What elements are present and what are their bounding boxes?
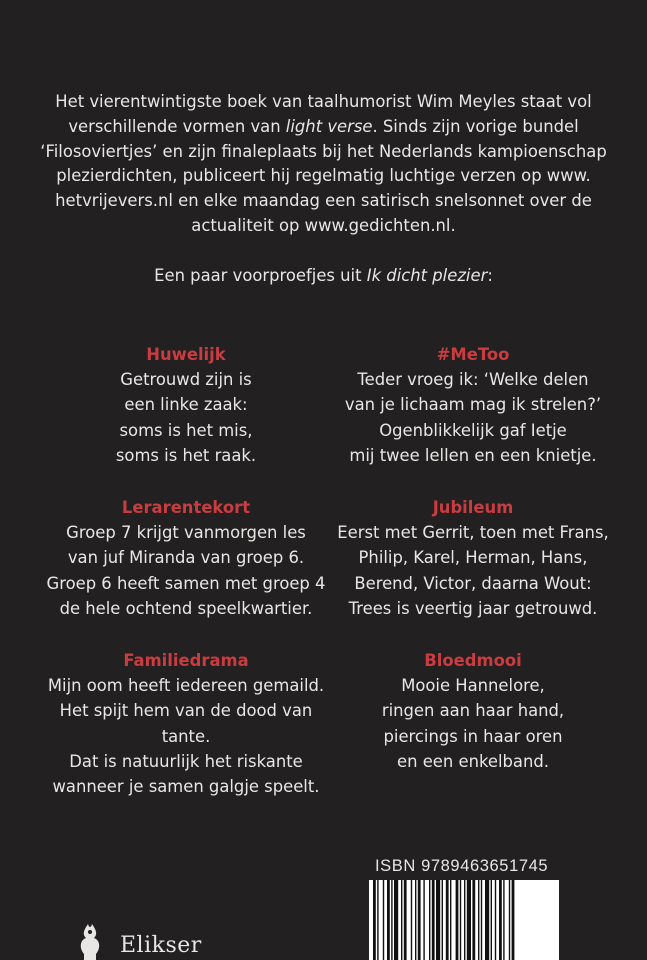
back-cover-blurb	[40, 90, 607, 289]
poem-lerarentekort	[41, 495, 331, 621]
poem-title: Lerarentekort	[121, 498, 251, 517]
barcode-bar	[401, 880, 402, 960]
barcode-bar	[415, 880, 416, 960]
barcode-bar	[450, 880, 451, 960]
barcode-bar	[411, 880, 412, 960]
poem-title: Jubileum	[432, 498, 514, 517]
barcode-bar	[456, 880, 459, 960]
poem-title: Familiedrama	[123, 651, 249, 670]
blurb-line: Het vierentwintigste boek van taalhumorist Wim Meyles staat vol	[55, 92, 592, 111]
poem-line: Philip, Karel, Herman, Hans,	[358, 548, 588, 568]
barcode-bar	[432, 880, 435, 960]
poem-jubileum	[328, 495, 618, 621]
barcode-bar	[436, 880, 440, 960]
poem-line: Het spijt hem van de dood van tante.	[59, 701, 313, 746]
barcode-bar	[467, 880, 471, 960]
poem-line: Getrouwd zijn is	[120, 370, 252, 390]
poem-line: Mijn oom heeft iedereen gemaild.	[47, 676, 325, 696]
poem-line: Teder vroeg ik: ‘Welke delen	[357, 370, 589, 390]
barcode-bar	[485, 880, 489, 960]
poem-line: mij twee lellen en een knietje.	[349, 445, 597, 465]
barcode-bar	[429, 880, 430, 960]
barcode-bar	[404, 880, 407, 960]
barcode-bar	[503, 880, 504, 960]
barcode-icon	[369, 880, 559, 960]
poem-metoo	[328, 342, 618, 468]
poem-line: de hele ochtend speelkwartier.	[59, 598, 313, 618]
poem-line: Groep 6 heeft samen met groep 4	[46, 573, 326, 593]
poem-line: Ogenblikkelijk gaf Ietje	[379, 420, 567, 440]
poem-line: wanneer je samen galgje speelt.	[52, 777, 320, 797]
barcode-bar	[472, 880, 475, 960]
barcode-bar	[478, 880, 479, 960]
barcode-bar	[509, 880, 510, 960]
poem-line: van je lichaam mag ik strelen?’	[344, 395, 602, 415]
poem-line: Dat is natuurlijk het riskante	[69, 751, 303, 771]
barcode-bar	[495, 880, 496, 960]
isbn-number: ISBN 9789463651745	[375, 857, 549, 875]
barcode-bar	[499, 880, 502, 960]
poem-familiedrama	[41, 648, 331, 799]
barcode-bar	[446, 880, 449, 960]
light-verse-term: light verse	[285, 116, 373, 136]
barcode-bar	[377, 880, 378, 960]
poem-line: van juf Miranda van groep 6.	[67, 548, 305, 568]
blurb-line: actualiteit op www.gedichten.nl.	[191, 215, 456, 235]
book-title: Ik dicht plezier	[366, 265, 488, 285]
barcode-bar	[391, 880, 392, 960]
barcode-bar	[423, 880, 424, 960]
poem-title: #MeToo	[436, 345, 510, 364]
poem-line: Trees is veertig jaar getrouwd.	[348, 598, 598, 618]
barcode-bar	[442, 880, 443, 960]
barcode-bar	[373, 880, 376, 960]
barcode-bar	[464, 880, 465, 960]
barcode-bar	[387, 880, 390, 960]
poem-bloedmooi	[328, 648, 618, 774]
poem-title: Bloedmooi	[424, 651, 522, 670]
blurb-line: plezierdichten, publiceert hij regelmatig luchtige verzen op www.	[56, 166, 591, 186]
barcode-bar	[394, 880, 398, 960]
poem-huwelijk	[41, 342, 331, 468]
poem-line: een linke zaak:	[124, 395, 248, 415]
blurb-line: hetvrijevers.nl en elke maandag een satirisch snelsonnet over de	[55, 191, 592, 211]
blurb-line: verschillende vormen van light verse. Sinds zijn vorige bundel	[68, 116, 579, 136]
publisher-name: Elikser	[120, 933, 202, 958]
poem-line: soms is het mis,	[119, 420, 253, 440]
barcode-bar	[491, 880, 492, 960]
poem-line: Eerst met Gerrit, toen met Frans,	[337, 523, 609, 543]
barcode-bar	[383, 880, 384, 960]
barcode-bar	[512, 880, 515, 960]
barcode-bar	[418, 880, 421, 960]
poem-line: en een enkelband.	[397, 751, 549, 771]
poem-line: Mooie Hannelore,	[401, 676, 545, 696]
poem-title: Huwelijk	[146, 345, 226, 364]
poem-line: piercings in haar oren	[383, 726, 563, 746]
barcode-bar	[481, 880, 482, 960]
sample-intro-line: Een paar voorproefjes uit Ik dicht plezier:	[154, 265, 493, 285]
barcode-bar	[460, 880, 461, 960]
blurb-line: ‘Filosoviertjes’ en zijn finaleplaats bij het Nederlands kampioenschap	[40, 141, 607, 161]
poem-line: ringen aan haar hand,	[381, 701, 565, 721]
poem-line: soms is het raak.	[115, 445, 257, 465]
poem-line: Groep 7 krijgt vanmorgen les	[66, 523, 306, 543]
poem-line: Berend, Victor, daarna Wout:	[354, 573, 592, 593]
barcode	[369, 880, 559, 960]
